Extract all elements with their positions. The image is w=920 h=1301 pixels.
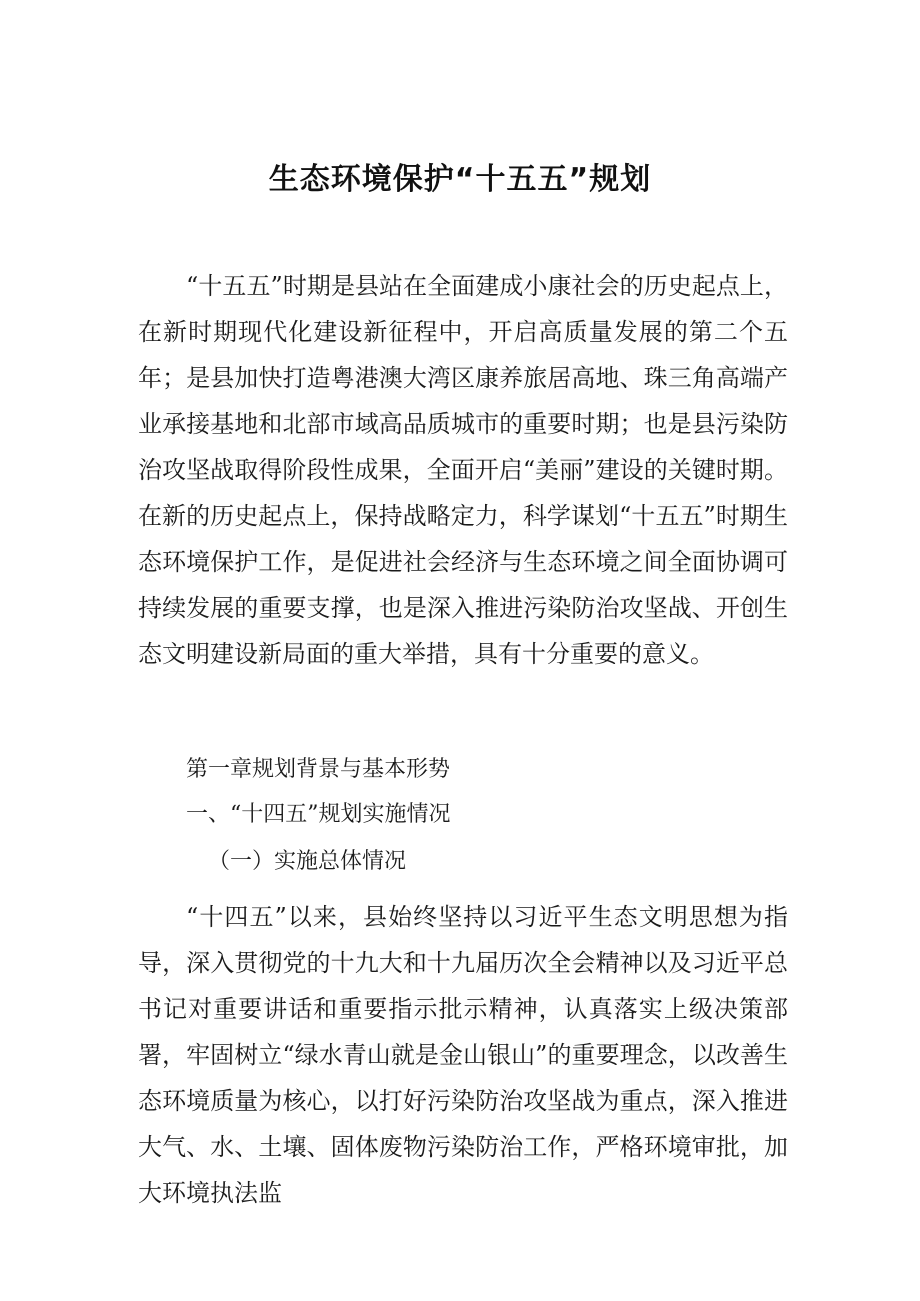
intro-paragraph: “十五五”时期是县站在全面建成小康社会的历史起点上，在新时期现代化建设新征程中，开启高质量发展的第二个五年；是县加快打造粤港澳大湾区康养旅居高地、珠三角高端产业承接基地和北部市域高品质城市的重要时期；也是县污染防治攻坚战取得阶段性成果，全面开启“美丽”建设的关键时期。在新的历史起点上，保持战略定力，科学谋划“十五五”时期生态环境保护工作，是促进社会经济与生态环境之间全面协调可持续发展的重要支撑，也是深入推进污染防治攻坚战、开创生态文明建设新局面的重大举措，具有十分重要的意义。 [138, 272, 788, 668]
body-paragraph: “十四五”以来，县始终坚持以习近平生态文明思想为指导，深入贯彻党的十九大和十九届历次全会精神以及习近平总书记对重要讲话和重要指示批示精神，认真落实上级决策部署，牢固树立“绿水青山就是金山银山”的重要理念，以改善生态环境质量为核心，以打好污染防治攻坚战为重点，深入推进大气、水、土壤、固体废物污染防治工作，严格环境审批，加大环境执法监 [138, 903, 788, 1207]
section-heading: 一、“十四五”规划实施情况 [186, 802, 451, 827]
chapter-heading: 第一章规划背景与基本形势 [186, 757, 451, 782]
page-title: 生态环境保护“十五五”规划 [268, 162, 652, 198]
subsection-heading: （一）实施总体情况 [208, 849, 407, 874]
